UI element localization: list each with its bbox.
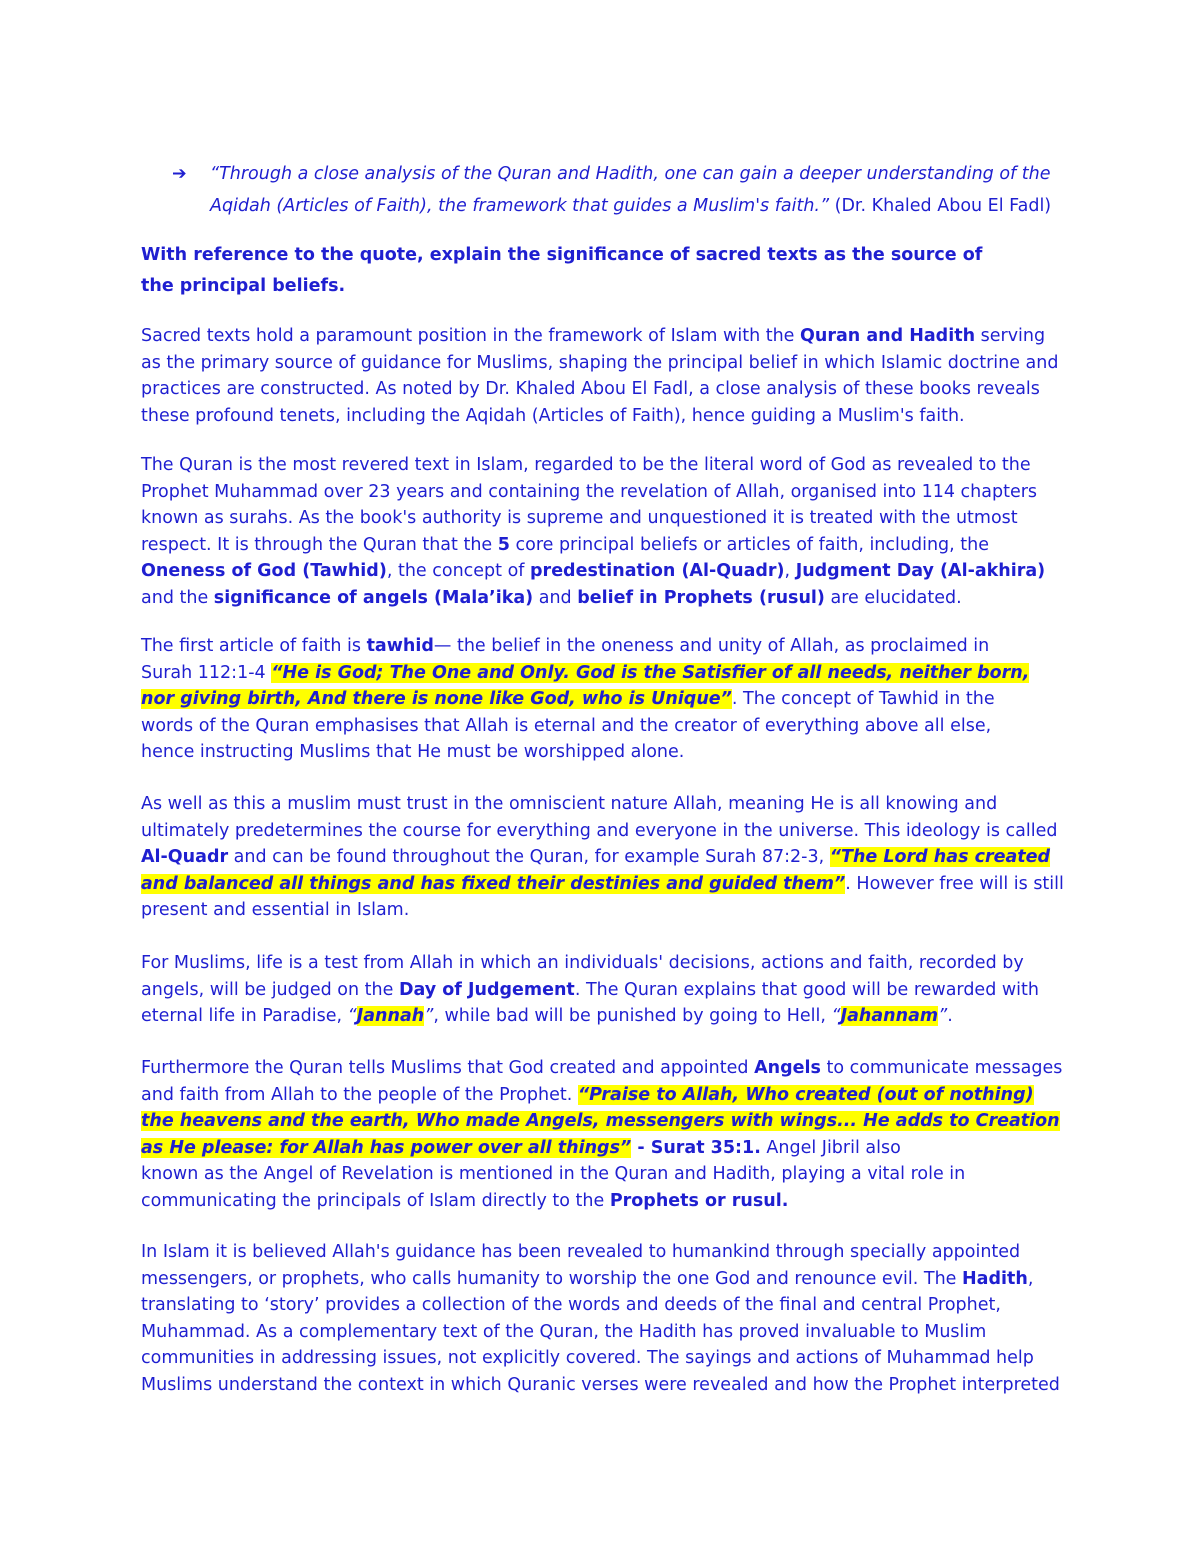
paragraph-quran: The Quran is the most revered text in Islam, regarded to be the literal word of God as revealed to the Prophet Muhammad over 23 years and containing the revelation of Allah, organised into 114 chapters known as surahs. As the book's authority is supreme and unquestioned it is treated with the utmost respect. It is through the Quran that the 5 core principal beliefs or articles of faith, including, the Oneness of God (Tawhid), the concept of predestination (Al-Quadr), Judgment Day (Al-akhira) and the significance of angels (Mala’ika) and belief in Prophets (rusul) are elucidated. <box>141 455 1046 608</box>
paragraph-judgement: For Muslims, life is a test from Allah in which an individuals' decisions, actions and faith, recorded by angels, will be judged on the Day of Judgement. The Quran explains that good will be rewarded with eternal life in Paradise, “Jannah”, while bad will be punished by going to Hell, “Jahannam”. <box>141 953 1039 1026</box>
arrow-bullet-icon: ➔ <box>172 164 187 184</box>
quote-source: (Dr. Khaled Abou El Fadl) <box>829 196 1052 216</box>
paragraph-al-quadr: As well as this a muslim must trust in the omniscient nature Allah, meaning He is all knowing and ultimately predetermines the course for everything and everyone in the universe. This ideology is called Al-Quadr and can be found throughout the Quran, for example Surah 87:2-3, “The Lord has created and balanced all things and has fixed their destinies and guided them”. However free will is still present and essential in Islam. <box>141 794 1064 920</box>
highlighted-quote: “Praise to Allah, Who created (out of nothing) the heavens and the earth, Who made Angels, messengers with wings... He adds to Creation as He please: for Allah has power over all things” <box>141 1084 1060 1158</box>
highlighted-quote: “The Lord has created and balanced all things and has fixed their destinies and guided them” <box>141 847 1051 894</box>
highlighted-quote: “He is God; The One and Only. God is the Satisfier of all needs, neither born, nor giving birth, And there is none like God, who is Unique” <box>141 662 1030 709</box>
quote-line-1: “Through a close analysis of the Quran and Hadith, one can gain a deeper understanding of the <box>210 164 1051 184</box>
paragraph-angels: Furthermore the Quran tells Muslims that God created and appointed Angels to communicate messages and faith from Allah to the people of the Prophet. “Praise to Allah, Who created (out of nothing) the heavens and the earth, Who made Angels, messengers with wings... He adds to Creation as He please: for Allah has power over all things” - Surat 35:1. Angel Jibril also known as the Angel of Revelation is mentioned in the Quran and Hadith, playing a vital role in communicating the principals of Islam directly to the Prophets or rusul. <box>141 1058 1063 1211</box>
paragraph-sacred-texts: Sacred texts hold a paramount position in the framework of Islam with the Quran and Hadith serving as the primary source of guidance for Muslims, shaping the principal belief in which Islamic doctrine and practices are constructed. As noted by Dr. Khaled Abou El Fadl, a close analysis of these books reveals these profound tenets, including the Aqidah (Articles of Faith), hence guiding a Muslim's faith. <box>141 326 1059 426</box>
paragraph-hadith: In Islam it is believed Allah's guidance has been revealed to humankind through specially appointed messengers, or prophets, who calls humanity to worship the one God and renounce evil. The Hadith, translating to ‘story’ provides a collection of the words and deeds of the final and central Prophet, Muhammad. As a complementary text of the Quran, the Hadith has proved invaluable to Muslim communities in addressing issues, not explicitly covered. The sayings and actions of Muhammad help Muslims understand the context in which Quranic verses were revealed and how the Prophet interpreted <box>141 1242 1060 1395</box>
quote-text: Aqidah (Articles of Faith), the framework that guides a Muslim's faith.” <box>210 196 830 216</box>
paragraph-tawhid: The first article of faith is tawhid— the belief in the oneness and unity of Allah, as proclaimed in Surah 112:1-4 “He is God; The One and Only. God is the Satisfier of all needs, neither born, nor giving birth, And there is none like God, who is Unique”. The concept of Tawhid in the words of the Quran emphasises that Allah is eternal and the creator of everything above all else, hence instructing Muslims that He must be worshipped alone. <box>141 636 1030 762</box>
quote-line-2 <box>210 193 1090 220</box>
question-heading: With reference to the quote, explain the significance of sacred texts as the source of the principal beliefs. <box>141 245 983 296</box>
